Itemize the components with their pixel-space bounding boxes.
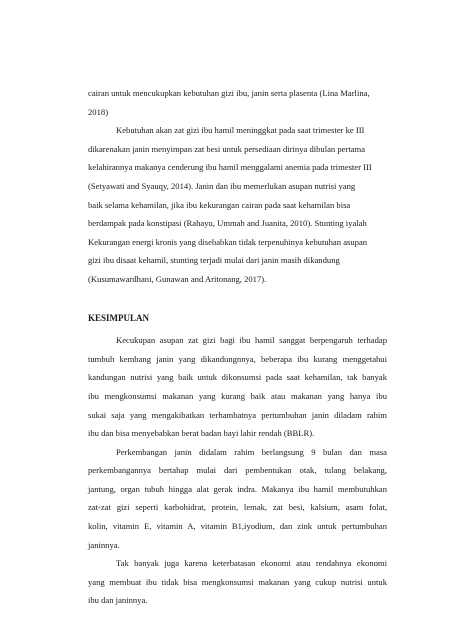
text-line: Kekurangan energi kronis yang disebabkan tidak terpenuhinya kebutuhan asupan [88,236,368,247]
text-line: Kebutuhan akan zat gizi ibu hamil meninggkat pada saat trimester ke III [116,125,365,136]
text-line: yang membuat ibu tidak bisa mengkonsumsi makanan yang cukup nutrisi untuk [88,576,387,587]
section-spacer [88,289,387,305]
text-line: sukai saja yang mengakibatkan terhambatnya pertumbuhan janin diladam rahim [88,409,387,420]
text-line: ibu mengkonsumsi makanan yang kurang baik atau makanan yang hanya ibu [88,390,387,401]
text-line: dikarenakan janin menyimpan zat besi untuk persediaan dirinya dibulan pertama [88,143,366,154]
text-line: jantung, organ tubuh hingga alat gerak indra. Makanya ibu hamil membutuhkan [88,483,387,494]
text-line: kandungan nutrisi yang baik untuk dikonsumsi pada saat kehamilan, tak banyak [88,372,387,383]
text-line: (Setyawati and Syauqy, 2014). Janin dan ibu memerlukan asupan nutrisi yang [88,180,356,191]
text-line: ibu dan bisa menyebabkan berat badan bayi lahir rendah (BBLR). [88,428,315,439]
paragraph-continuation [88,84,387,121]
text-line: zat-zat gizi seperti karbohidrat, protein, lemak, zat besi, kalsium, asam folat, [88,502,387,513]
text-line: cairan untuk mencukupkan kebutuhan gizi ibu, janin serta plasenta (Lina Marlina, [88,88,370,98]
text-line: kolin, vitamin E, vitamin A, vitamin B1,iyodium, dan zink untuk pertumbuhan [88,521,387,532]
text-line: berdampak pada konstipasi (Rahayu, Ummah and Juanita, 2010). Stunting iyalah [88,218,367,229]
text-line: perkembangannya bertahap mulai dari pembentukan otak, tulang belakang, [88,465,387,476]
text-line: tumbuh kembang janin yang dikandungnnya, beberapa ibu kurang menggetahui [88,353,387,364]
text-line: janinnya. [88,539,120,550]
text-line: Tak banyak juga karena keterbatasan ekonomi atau rendahnya ekonomi [116,558,387,569]
paragraph-conclusion-1 [88,331,387,443]
text-line: Perkembangan janin didalam rahim berlangsung 9 bulan dan masa [116,446,387,457]
text-line: ibu dan janinnya. [88,595,148,606]
paragraph-nutrition-needs [88,121,387,288]
page-content [88,84,387,610]
text-line: Kecukupan asupan zat gizi bagi ibu hamil sanggat berpengaruh terhadap [116,335,387,346]
text-line: kelahirannya makanya cenderung ibu hamil menggalami anemia pada trimester III [88,162,372,173]
text-line: gizi ibu disaat kehamil, stunting terjadi mulai dari janin masih dikandung [88,255,340,266]
paragraph-conclusion-3 [88,554,387,610]
text-line: baik selama kehamilan, jika ibu kekurangan cairan pada saat kehamilan bisa [88,199,351,210]
text-line: 2018) [88,106,109,117]
paragraph-conclusion-2 [88,443,387,555]
text-line: (Kusumawardhani, Gunawan and Aritonang, 2017). [88,273,267,284]
section-heading: KESIMPULAN [88,312,150,323]
